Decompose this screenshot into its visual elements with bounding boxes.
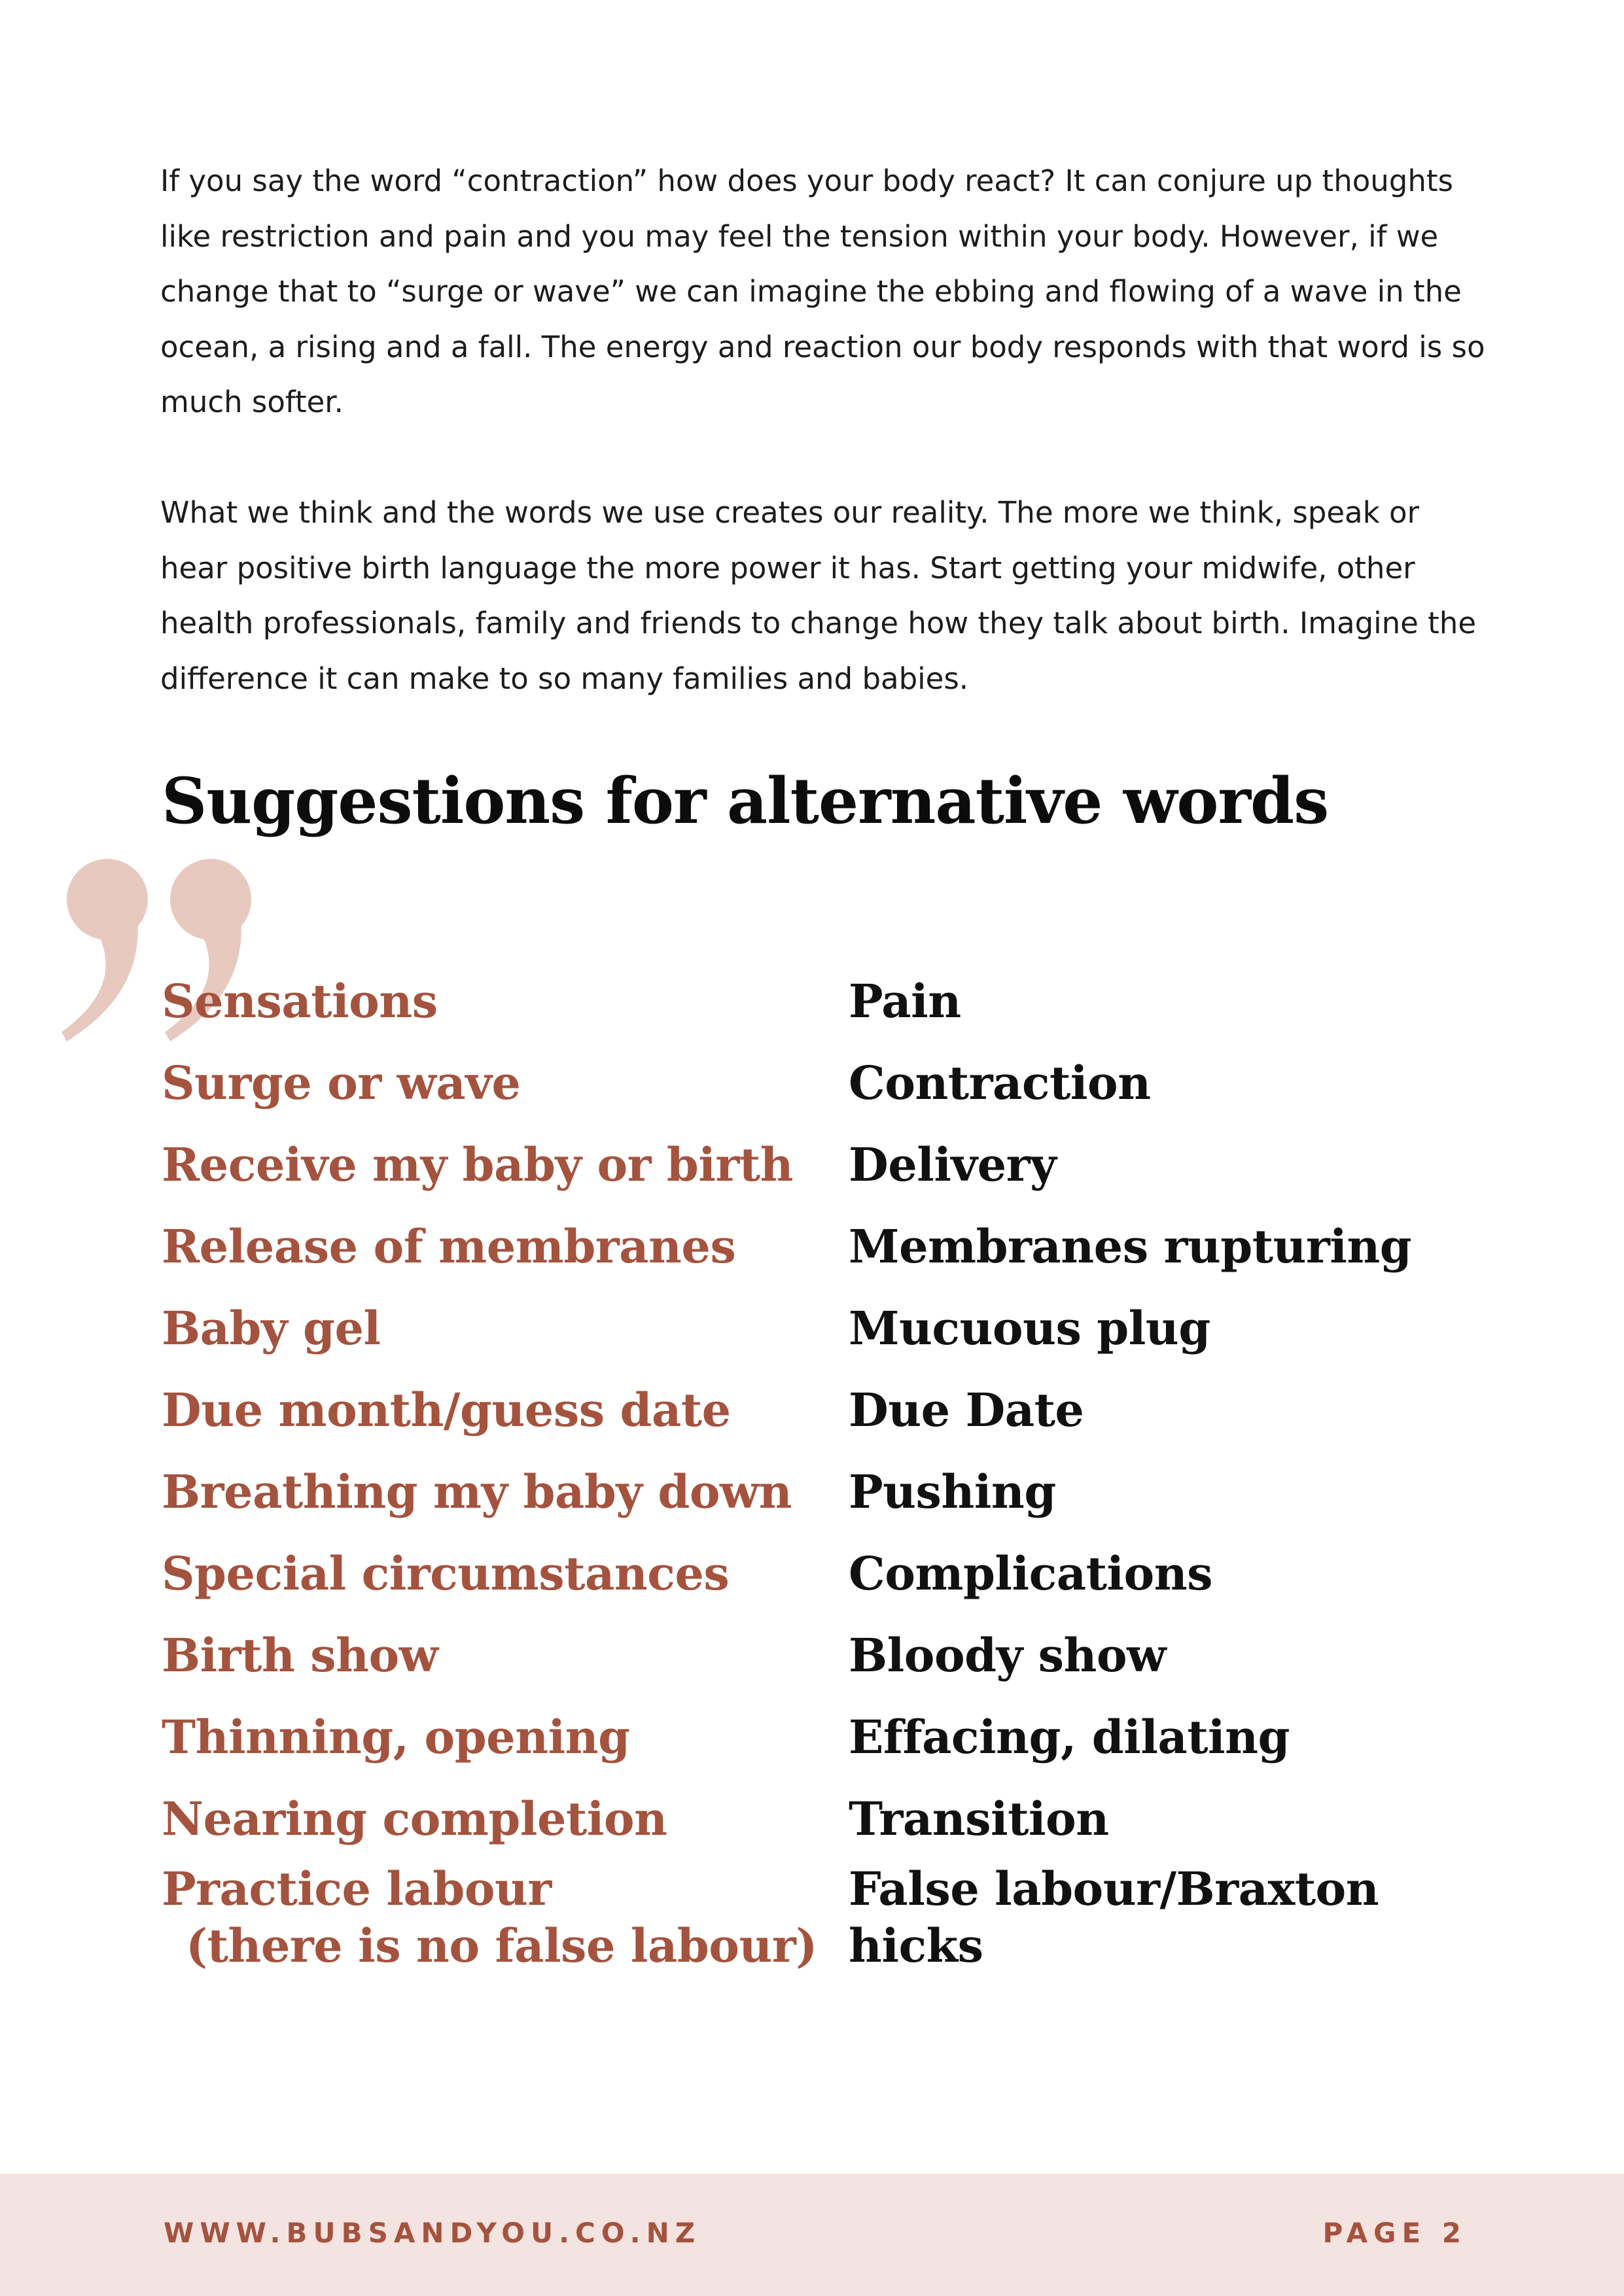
alternative-word: Nearing completion [162,1792,667,1846]
alternative-word: Baby gel [162,1301,381,1355]
alternative-word: Receive my baby or birth [162,1138,794,1192]
alternative-word: Release of membranes [162,1219,736,1274]
alternative-word: Breathing my baby down [162,1465,792,1519]
alternative-word: Special circumstances [162,1546,730,1601]
replaced-word: Due Date [849,1383,1084,1437]
alternative-word: Surge or wave [162,1056,521,1110]
replaced-word: Contraction [849,1056,1151,1110]
alternative-word: Birth show [162,1628,438,1682]
section-heading: Suggestions for alternative words [162,764,1329,838]
replaced-word: Pushing [849,1465,1056,1519]
alternative-word-note: (there is no false labour) [186,1919,817,1973]
page-number: PAGE 2 [1322,2217,1467,2249]
replaced-word: Pain [849,974,961,1028]
intro-paragraph-1: If you say the word “contraction” how does your body react? It can conjure up thoughts like restriction and pain and you may feel the tension within your body. However, if we change that to “surge or wave” we can imagine the ebbing and flowing of a wave in the ocean, a rising and a fall. The energy and reaction our body responds with that word is so much softer. [160,164,1485,419]
intro-paragraph-2: What we think and the words we use creates our reality. The more we think, speak or hear positive birth language the more power it has. Start getting your midwife, other health professionals, family and friends to change how they talk about birth. Imagine the difference it can make to so many families and babies. [160,495,1477,696]
replaced-word: Bloody show [849,1628,1166,1682]
replaced-word: Effacing, dilating [849,1710,1290,1764]
alternative-word: Sensations [162,974,438,1028]
alternative-word: Due month/guess date [162,1383,731,1437]
website-link[interactable]: WWW.BUBSANDYOU.CO.NZ [164,2217,701,2249]
alternative-word: Thinning, opening [162,1710,630,1764]
replaced-word: Membranes rupturing [849,1219,1412,1274]
replaced-word: Mucuous plug [849,1301,1210,1355]
replaced-word: False labour/Braxton [849,1862,1379,1916]
replaced-word: Transition [849,1792,1109,1846]
alternative-word: Practice labour [162,1862,552,1916]
replaced-word: Complications [849,1546,1212,1601]
replaced-word-continued: hicks [849,1919,983,1973]
replaced-word: Delivery [849,1138,1057,1192]
